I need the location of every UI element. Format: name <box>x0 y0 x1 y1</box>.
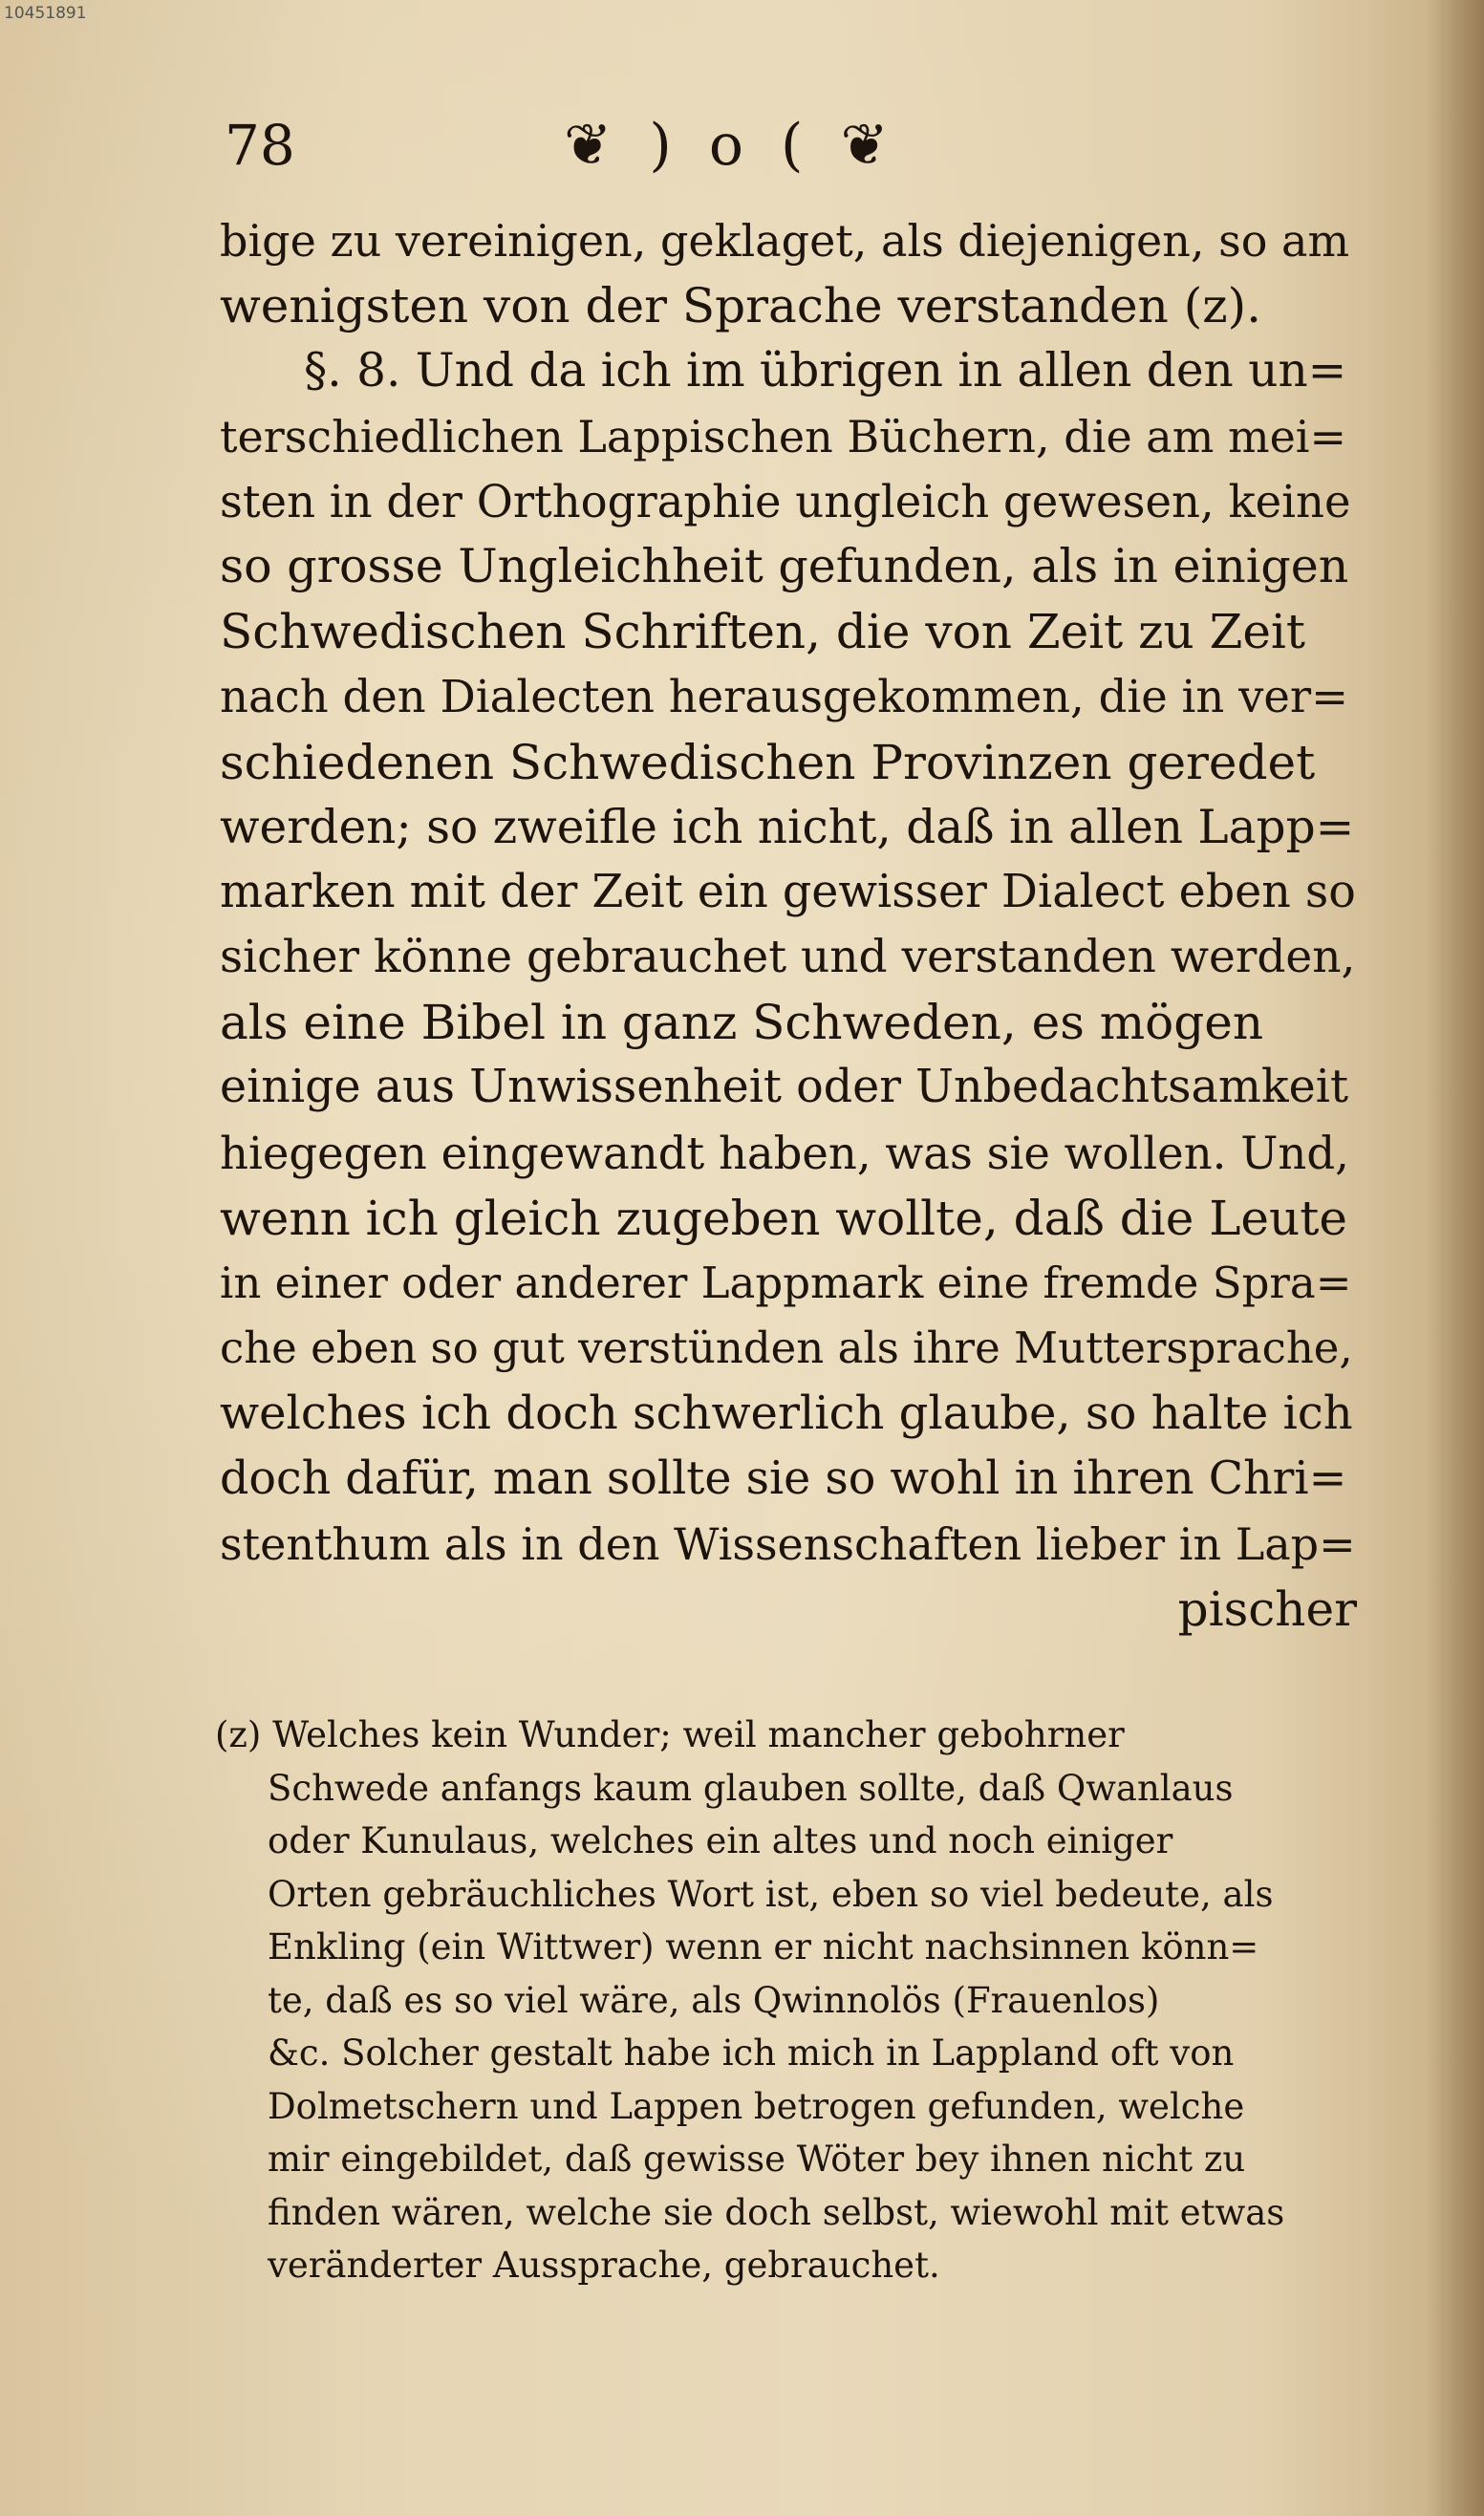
text-line: sten in der Orthographie ungleich gewesen, keine <box>220 475 1351 527</box>
text-line: Schwedischen Schriften, die von Zeit zu Zeit <box>220 604 1306 660</box>
footnote-line: veränderter Aussprache, gebrauchet. <box>268 2245 940 2286</box>
text-line: marken mit der Zeit ein gewisser Dialect eben so <box>220 865 1356 918</box>
text-line: wenn ich gleich zugeben wollte, daß die Leute <box>220 1190 1347 1246</box>
text-line: che eben so gut verstünden als ihre Muttersprache, <box>220 1323 1353 1374</box>
catchword: pischer <box>1177 1581 1357 1637</box>
text-line: einige aus Unwissenheit oder Unbedachtsamkeit <box>220 1061 1349 1114</box>
main-text <box>220 208 1357 1642</box>
header-ornament: ❦ ) o ( ❦ <box>564 112 898 179</box>
text-line: stenthum als in den Wissenschaften lieber in Lap= <box>220 1517 1356 1570</box>
text-line: schiedenen Schwedischen Provinzen geredet <box>220 734 1316 790</box>
footnote-line: Schwede anfangs kaum glauben sollte, daß Qwanlaus <box>268 1767 1234 1809</box>
text-line: hiegegen eingewandt haben, was sie wollen. Und, <box>220 1127 1349 1179</box>
footnote-line: Enkling (ein Wittwer) wenn er nicht nachsinnen könn= <box>268 1926 1259 1968</box>
footnote-line: (z) Welches kein Wunder; weil mancher gebohrner <box>215 1714 1125 1755</box>
text-line: so grosse Ungleichheit gefunden, als in einigen <box>220 538 1349 593</box>
text-line: nach den Dialecten herausgekommen, die in ver= <box>220 671 1349 723</box>
text-line: werden; so zweifle ich nicht, daß in allen Lapp= <box>220 800 1355 854</box>
text-line: bige zu vereinigen, geklaget, als diejenigen, so am <box>220 215 1350 267</box>
text-line: wenigsten von der Sprache verstanden (z). <box>220 278 1261 334</box>
text-line: sicher könne gebrauchet und verstanden werden, <box>220 931 1356 984</box>
footnote-line: te, daß es so viel wäre, als Qwinnolös (Frauenlos) <box>268 1979 1160 2021</box>
text-line: terschiedlichen Lappischen Büchern, die am mei= <box>220 410 1347 462</box>
page-edge-shadow <box>1427 0 1484 2516</box>
catalog-stamp: 10451891 <box>4 4 87 23</box>
page-number: 78 <box>225 113 295 178</box>
footnote-block <box>215 1709 1362 2292</box>
footnote-line: finden wären, welche sie doch selbst, wiewohl mit etwas <box>268 2191 1285 2233</box>
section-start-line: §. 8. Und da ich im übrigen in allen den un= <box>304 344 1347 398</box>
footnote-line: Orten gebräuchliches Wort ist, eben so viel bedeute, als <box>268 1873 1274 1915</box>
text-line: welches ich doch schwerlich glaube, so halte ich <box>220 1387 1353 1441</box>
footnote-line: mir eingebildet, daß gewisse Wöter bey ihnen nicht zu <box>268 2139 1246 2180</box>
text-line: als eine Bibel in ganz Schweden, es mögen <box>220 995 1264 1051</box>
footnote-line: Dolmetschern und Lappen betrogen gefunden, welche <box>268 2085 1245 2127</box>
text-line: doch dafür, man sollte sie so wohl in ihren Chri= <box>220 1452 1347 1505</box>
footnote-line: oder Kunulaus, welches ein altes und noch einiger <box>268 1820 1173 1861</box>
footnote-line: &c. Solcher gestalt habe ich mich in Lappland oft von <box>268 2032 1235 2074</box>
running-header <box>225 107 1371 193</box>
text-line: in einer oder anderer Lappmark eine fremde Spra= <box>220 1258 1352 1308</box>
